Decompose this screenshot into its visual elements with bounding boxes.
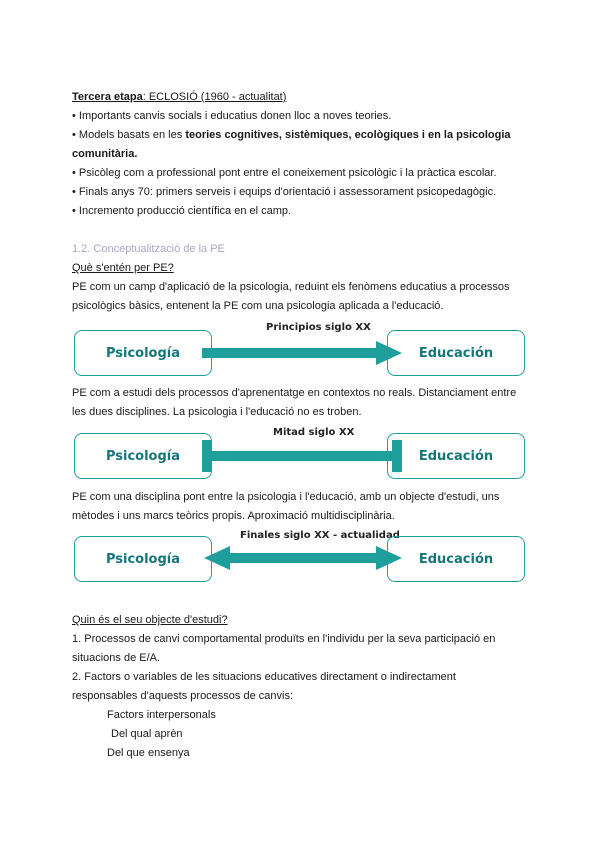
factor-1: Factors interpersonals [107,709,216,721]
bullet-2-bold-cont: comunitària. [72,148,138,160]
question-object: Quin és el seu objecte d'estudi? [72,614,228,626]
bullet-2-bold: teories cognitives, sistèmiques, ecològiques i en la psicologia [185,129,511,141]
separator-bar-icon [200,438,406,474]
diagram-2-educacion-box: Educación [387,433,525,479]
diagram-1-psicologia-box: Psicología [74,330,212,376]
para-3-line-1: PE com una disciplina pont entre la psicologia i l'educació, amb un objecte d'estudi, uns [72,491,500,503]
item-2-line-1: 2. Factors o variables de les situacions educatives directament o indirectament [72,671,456,683]
para-1-line-2: psicològics bàsics, entenent la PE com una psicologia aplicada a l'educació. [72,300,444,312]
section-heading: 1.2. Conceptualització de la PE [72,243,225,255]
double-arrow-icon [200,544,406,572]
stage-title [72,88,286,107]
stage-label: Tercera etapa [72,91,143,103]
diagram-3-psicologia-box: Psicología [74,536,212,582]
stage-rest: : ECLOSIÓ (1960 - actualitat) [142,91,287,103]
right-arrow-icon [200,339,406,367]
question-what: Què s'entén per PE? [72,262,174,274]
diagram-2-title: Mitad siglo XX [273,427,355,438]
bullet-5: • Incremento producció científica en el camp. [72,205,292,217]
diagram-2-psicologia-box: Psicología [74,433,212,479]
para-3-line-2: mètodes i uns marcs teòrics propis. Aproximació multidisciplinària. [72,510,395,522]
bullet-2-cont [72,145,137,164]
diagram-1-title: Principios siglo XX [266,322,371,333]
para-2-line-1: PE com a estudi dels processos d'aprenentatge en contextos no reals. Distanciament entre [72,387,517,399]
factor-3: Del que ensenya [107,747,190,759]
bullet-2 [72,126,511,145]
diagram-1-educacion-box: Educación [387,330,525,376]
bullet-1: • Importants canvis socials i educatius donen lloc a noves teories. [72,110,392,122]
diagram-3-educacion-box: Educación [387,536,525,582]
bullet-2-text: • Models basats en les [72,129,186,141]
factor-2: Del qual aprèn [111,728,183,740]
item-1-line-2: situacions de E/A. [72,652,161,664]
item-2-line-2: responsables d'aquests processos de canvis: [72,690,294,702]
diagram-3-title: Finales siglo XX - actualidad [240,530,400,541]
para-2-line-2: les dues disciplines. La psicologia i l'educació no es troben. [72,406,362,418]
bullet-4: • Finals anys 70: primers serveis i equips d'orientació i assessorament psicopedagògic. [72,186,497,198]
para-1-line-1: PE com un camp d'aplicació de la psicologia, reduint els fenòmens educatius a processos [72,281,510,293]
bullet-3: • Psicòleg com a professional pont entre el coneixement psicològic i la pràctica escolar. [72,167,497,179]
item-1-line-1: 1. Processos de canvi comportamental produïts en l'individu per la seva participació en [72,633,496,645]
